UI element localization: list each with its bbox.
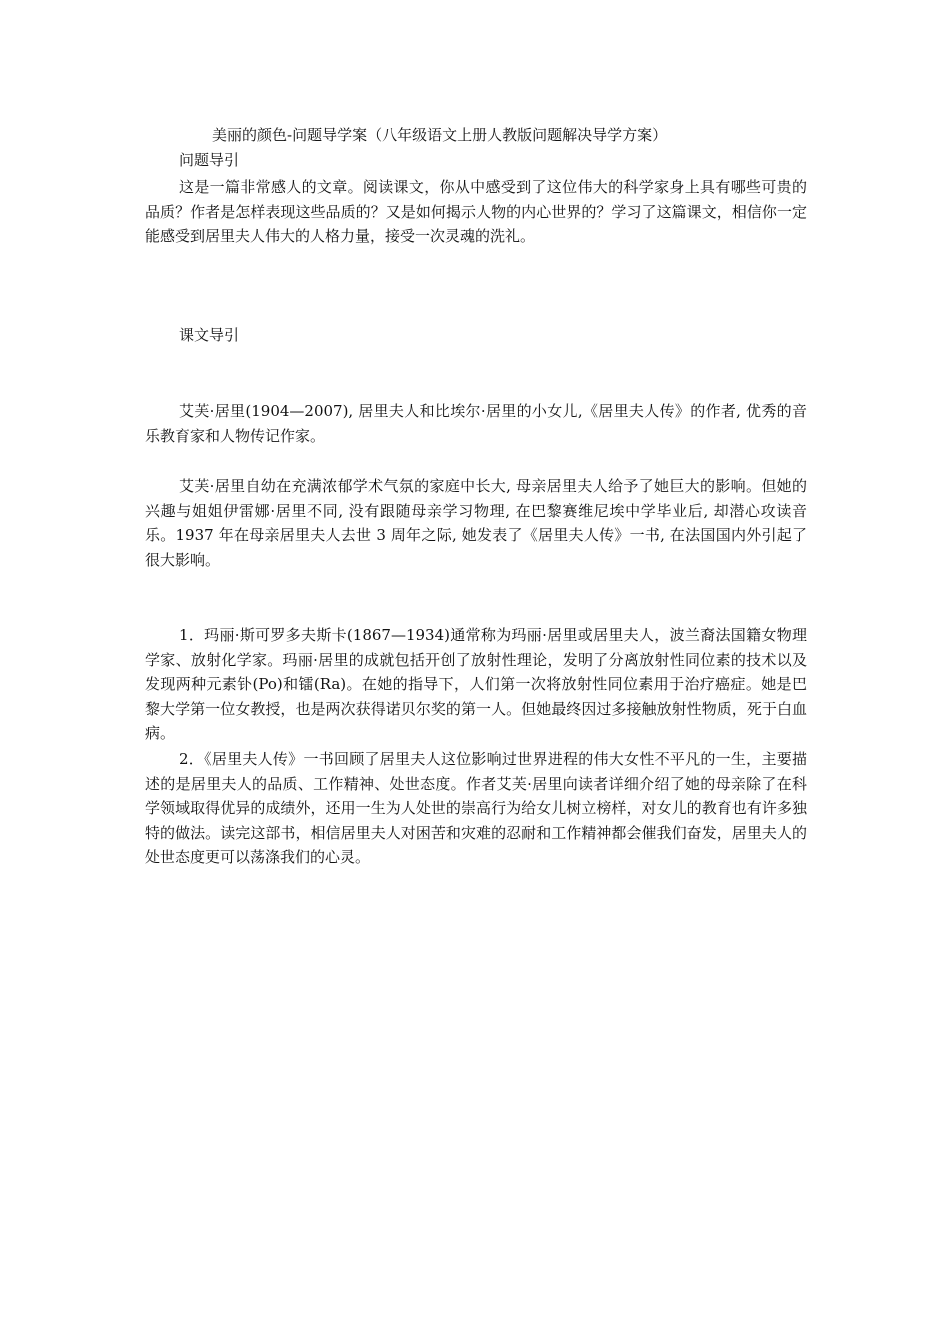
document-title: 美丽的颜色-问题导学案（八年级语文上册人教版问题解决导学方案） bbox=[212, 126, 668, 144]
author-background-paragraph: 艾芙·居里自幼在充满浓郁学术气氛的家庭中长大, 母亲居里夫人给予了她巨大的影响。但她的兴趣与姐姐伊雷娜·居里不同, 没有跟随母亲学习物理, 在巴黎赛维尼埃中学毕业后, 却潜心攻读音乐。1937 年在母亲居里夫人去世 3 周年之际, 她发表了《居里夫人传》一书, 在法国国内外引起了很大影响。 bbox=[145, 477, 807, 569]
note-item-biography: 2．《居里夫人传》一书回顾了居里夫人这位影响过世界进程的伟大女性不平凡的一生，主要描述的是居里夫人的品质、工作精神、处世态度。作者艾芙·居里向读者详细介绍了她的母亲除了在科学领域取得优异的成绩外，还用一生为人处世的崇高行为给女儿树立榜样，对女儿的教育也有许多独特的做法。读完这部书，相信居里夫人对困苦和灾难的忍耐和工作精神都会催我们奋发，居里夫人的处世态度更可以荡涤我们的心灵。 bbox=[145, 750, 807, 866]
section-heading-text-guide: 课文导引 bbox=[179, 326, 240, 344]
intro-paragraph: 这是一篇非常感人的文章。阅读课文，你从中感受到了这位伟大的科学家身上具有哪些可贵的品质？作者是怎样表现这些品质的？又是如何揭示人物的内心世界的？学习了这篇课文，相信你一定能感受到居里夫人伟大的人格力量，接受一次灵魂的洗礼。 bbox=[145, 178, 807, 245]
author-intro-paragraph: 艾芙·居里(1904—2007), 居里夫人和比埃尔·居里的小女儿,《居里夫人传》的作者, 优秀的音乐教育家和人物传记作家。 bbox=[145, 402, 807, 445]
note-item-marie-curie: 1．玛丽·斯可罗多夫斯卡(1867—1934)通常称为玛丽·居里或居里夫人，波兰裔法国籍女物理学家、放射化学家。玛丽·居里的成就包括开创了放射性理论，发明了分离放射性同位素的技术以及发现两种元素钋(Po)和镭(Ra)。在她的指导下，人们第一次将放射性同位素用于治疗癌症。她是巴黎大学第一位女教授，也是两次获得诺贝尔奖的第一人。但她最终因过多接触放射性物质，死于白血病。 bbox=[145, 626, 807, 742]
section-heading-problem-guide: 问题导引 bbox=[179, 151, 240, 169]
